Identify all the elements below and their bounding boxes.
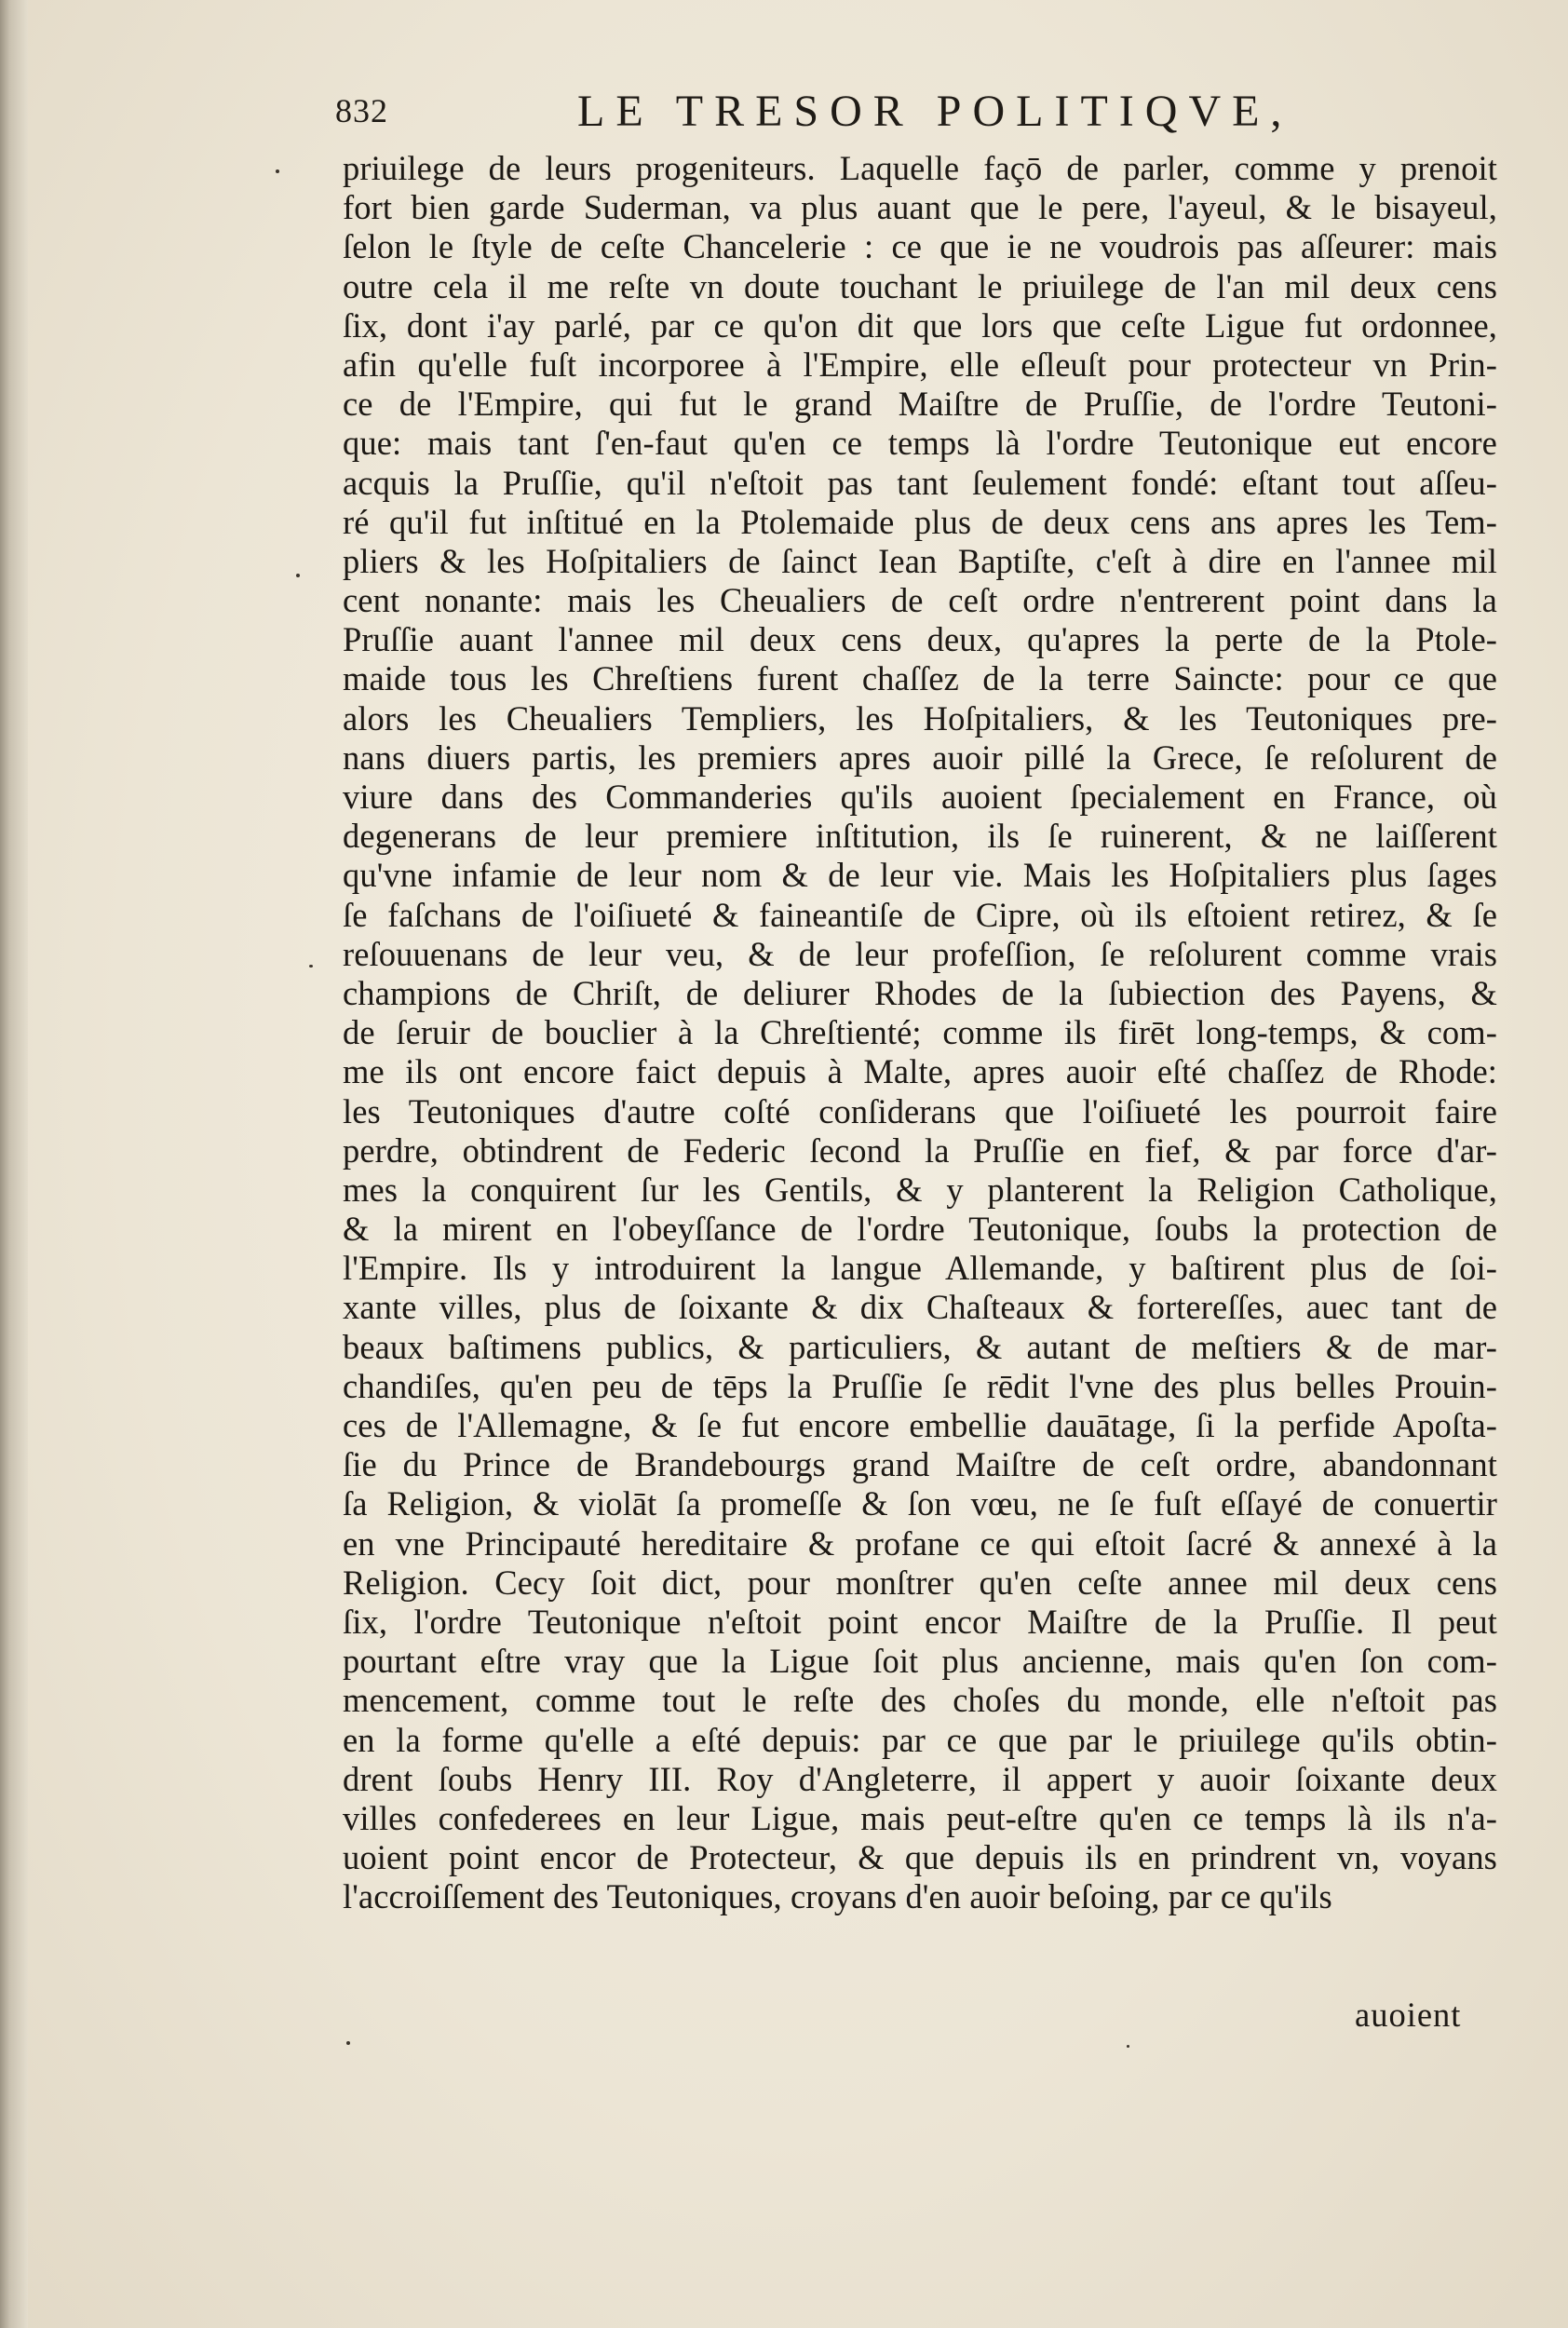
text-line: Pruſſie auant l'annee mil deux cens deux, qu'apres la perte de la Ptole-	[343, 620, 1497, 659]
text-line: ce de l'Empire, qui fut le grand Maiſtre de Pruſſie, de l'ordre Teutoni-	[343, 385, 1497, 424]
text-line: nans diuers partis, les premiers apres auoir pillé la Grece, ſe reſolurent de	[343, 738, 1497, 777]
text-line: acquis la Pruſſie, qu'il n'eſtoit pas tant ſeulement fondé: eſtant tout aſſeu-	[343, 463, 1497, 502]
text-line: priuilege de leurs progeniteurs. Laquelle façō de parler, comme y prenoit	[343, 149, 1497, 187]
text-line: ſe faſchans de l'oiſiueté & faineantiſe de Cipre, où ils eſtoient retirez, & ſe	[343, 895, 1497, 934]
text-line: ré qu'il fut inſtitué en la Ptolemaide plus de deux cens ans apres les Tem-	[343, 502, 1497, 541]
text-line: qu'vne infamie de leur nom & de leur vie. Mais les Hoſpitaliers plus ſages	[343, 856, 1497, 895]
text-line: me ils ont encore faict depuis à Malte, apres auoir eſté chaſſez de Rhode:	[343, 1052, 1497, 1091]
text-line: que: mais tant ſ'en-faut qu'en ce temps là l'ordre Teutonique eut encore	[343, 424, 1497, 463]
text-line: xante villes, plus de ſoixante & dix Chaſteaux & fortereſſes, auec tant de	[343, 1288, 1497, 1327]
folio-number: 832	[335, 92, 388, 129]
text-line: Religion. Cecy ſoit dict, pour monſtrer qu'en ceſte annee mil deux cens	[343, 1563, 1497, 1602]
text-line: en vne Principauté hereditaire & profane ce qui eſtoit ſacré & annexé à la	[343, 1523, 1497, 1563]
catchword: auoient	[1355, 1996, 1462, 2034]
ink-speck	[1127, 2045, 1129, 2048]
text-line: uoient point encor de Protecteur, & que depuis ils en prindrent vn, voyans	[343, 1838, 1497, 1877]
text-line: ces de l'Allemagne, & ſe fut encore embellie dauātage, ſi la perfide Apoſta-	[343, 1406, 1497, 1444]
text-line: ſelon le ſtyle de ceſte Chancelerie : ce que ie ne voudrois pas aſſeurer: mais	[343, 227, 1497, 266]
text-line: outre cela il me reſte vn doute touchant le priuilege de l'an mil deux cens	[343, 266, 1497, 305]
text-line: de ſeruir de bouclier à la Chreſtienté; comme ils firēt long-temps, & com-	[343, 1013, 1497, 1052]
text-line: l'accroiſſement des Teutoniques, croyans d'en auoir beſoing, par ce qu'ils	[343, 1877, 1332, 1916]
text-line: ſa Religion, & violāt ſa promeſſe & ſon vœu, ne ſe fuſt eſſayé de conuertir	[343, 1484, 1497, 1523]
page-header	[335, 86, 1293, 142]
running-title: LE TRESOR POLITIQVE,	[577, 87, 1293, 136]
text-line: ſix, l'ordre Teutonique n'eſtoit point encor Maiſtre de la Pruſſie. Il peut	[343, 1602, 1497, 1641]
text-line: reſouuenans de leur veu, & de leur profeſſion, ſe reſolurent comme vrais	[343, 934, 1497, 973]
text-line: en la forme qu'elle a eſté depuis: par ce que par le priuilege qu'ils obtin-	[343, 1720, 1497, 1759]
text-line: & la mirent en l'obeyſſance de l'ordre Teutonique, ſoubs la protection de	[343, 1210, 1497, 1249]
text-line: alors les Cheualiers Templiers, les Hoſpitaliers, & les Teutoniques pre-	[343, 698, 1497, 738]
text-line: fort bien garde Suderman, va plus auant que le pere, l'ayeul, & le bisayeul,	[343, 188, 1497, 227]
text-line: l'Empire. Ils y introduirent la langue Allemande, y baſtirent plus de ſoi-	[343, 1249, 1497, 1288]
body-text	[343, 149, 1497, 1916]
text-line: mes la conquirent ſur les Gentils, & y planterent la Religion Catholique,	[343, 1170, 1497, 1209]
page-gutter-edge	[0, 0, 28, 2328]
text-line: afin qu'elle fuſt incorporee à l'Empire, elle eſleuſt pour protecteur vn Prin-	[343, 345, 1497, 384]
ink-speck	[276, 169, 279, 173]
text-line: champions de Chriſt, de deliurer Rhodes de la ſubiection des Payens, &	[343, 973, 1497, 1012]
text-line: villes confederees en leur Ligue, mais peut-eſtre qu'en ce temps là ils n'a-	[343, 1798, 1497, 1837]
ink-speck	[309, 965, 313, 968]
text-line: drent ſoubs Henry III. Roy d'Angleterre, il appert y auoir ſoixante deux	[343, 1759, 1497, 1798]
text-line: maide tous les Chreſtiens furent chaſſez de la terre Saincte: pour ce que	[343, 659, 1497, 698]
text-line: pourtant eſtre vray que la Ligue ſoit plus ancienne, mais qu'en ſon com-	[343, 1642, 1497, 1681]
text-line: mencement, comme tout le reſte des choſes du monde, elle n'eſtoit pas	[343, 1681, 1497, 1720]
text-line: ſix, dont i'ay parlé, par ce qu'on dit que lors que ceſte Ligue fut ordonnee,	[343, 305, 1497, 345]
text-line: ſie du Prince de Brandebourgs grand Maiſtre de ceſt ordre, abandonnant	[343, 1445, 1497, 1484]
text-line: les Teutoniques d'autre coſté conſiderans que l'oiſiueté les pourroit faire	[343, 1091, 1497, 1130]
ink-speck	[296, 574, 300, 577]
text-line: perdre, obtindrent de Federic ſecond la Pruſſie en fief, & par force d'ar-	[343, 1130, 1497, 1170]
text-line: chandiſes, qu'en peu de tēps la Pruſſie ſe rēdit l'vne des plus belles Prouin-	[343, 1366, 1497, 1405]
text-line: degenerans de leur premiere inſtitution, ils ſe ruinerent, & ne laiſſerent	[343, 817, 1497, 856]
text-line: beaux baſtimens publics, & particuliers, & autant de meſtiers & de mar-	[343, 1327, 1497, 1366]
text-line: viure dans des Commanderies qu'ils auoient ſpecialement en France, où	[343, 778, 1497, 816]
text-line: cent nonante: mais les Cheualiers de ceſt ordre n'entrerent point dans la	[343, 581, 1497, 620]
text-line: pliers & les Hoſpitaliers de ſainct Iean Baptiſte, c'eſt à dire en l'annee mil	[343, 541, 1497, 580]
ink-speck	[346, 2041, 350, 2045]
